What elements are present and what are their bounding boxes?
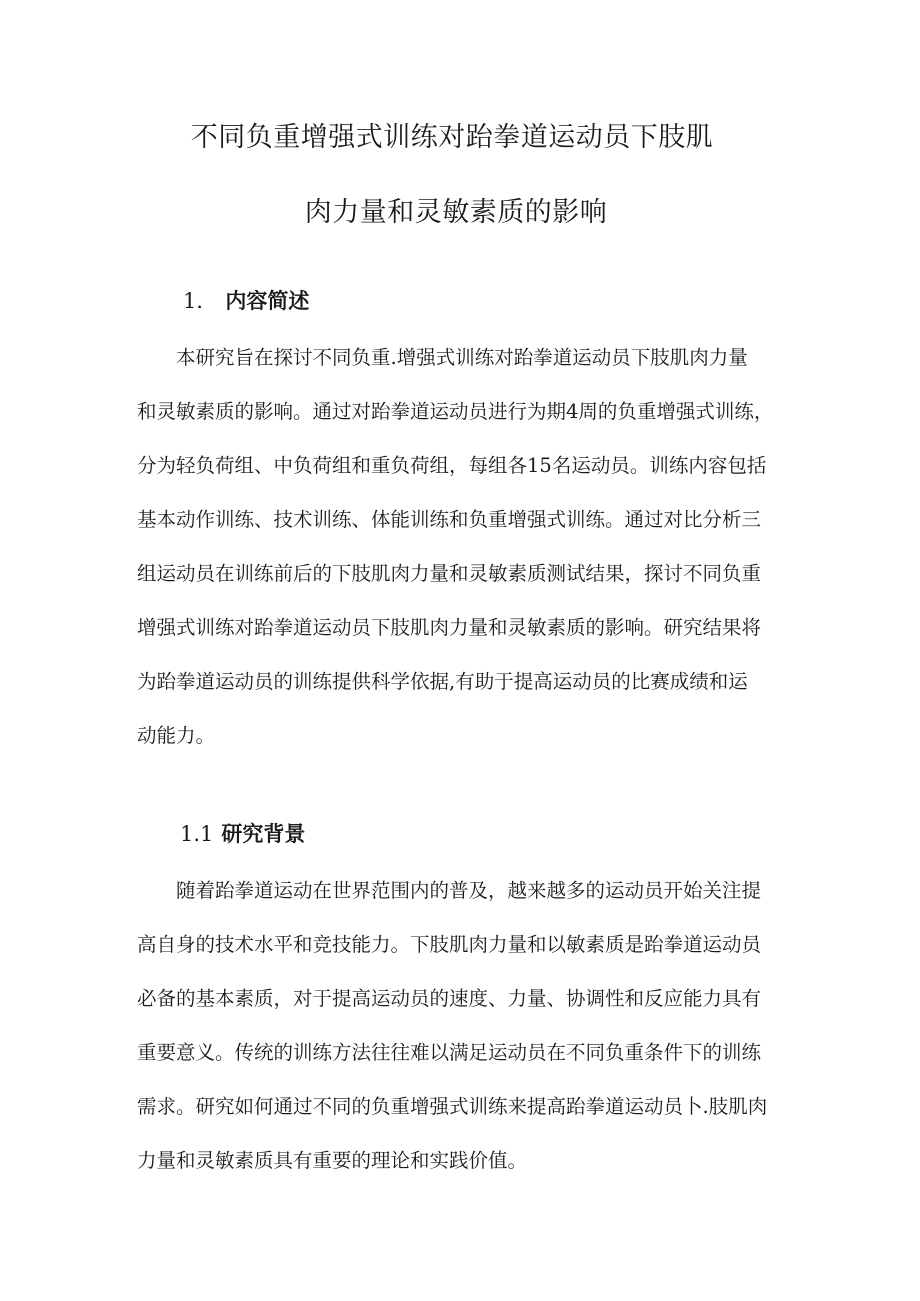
document-title-line-2: 肉力量和灵敏素质的影响 (304, 197, 608, 228)
paragraph-line: 分为轻负荷组、中负荷组和重负荷组，每组各15名运动员。训练内容包括 (137, 454, 767, 477)
section-number: 1． (183, 289, 218, 313)
paragraph-line: 组运动员在训练前后的下肢肌肉力量和灵敏素质测试结果，探讨不同负重 (137, 562, 762, 585)
section-number: 1.1 (180, 822, 214, 846)
paragraph-line: 必备的基本素质，对于提高运动员的速度、力量、协调性和反应能力具有 (137, 987, 762, 1010)
paragraph-line: 高自身的技术水平和竞技能力。下肢肌肉力量和以敏素质是跆拳道运动员 (137, 933, 762, 956)
paragraph-line: 随着跆拳道运动在世界范围内的普及，越来越多的运动员开始关注提 (176, 879, 762, 902)
paragraph-line: 重要意义。传统的训练方法往往难以满足运动员在不同负重条件下的训练 (137, 1041, 762, 1064)
paragraph-line: 需求。研究如何通过不同的负重增强式训练来提高跆拳道运动员卜.肢肌肉 (137, 1095, 768, 1118)
section-title: 内容简述 (225, 289, 310, 313)
paragraph-line: 基本动作训练、技术训练、体能训练和负重增强式训练。通过对比分析三 (137, 508, 762, 531)
paragraph-line: 动能力。 (137, 724, 216, 747)
paragraph-line: 力量和灵敏素质具有重要的理论和实践价值。 (137, 1149, 528, 1172)
paragraph-line: 为跆拳道运动员的训练提供科学依据,有助于提高运动员的比赛成绩和运 (137, 670, 748, 693)
section-1-1-paragraph (137, 864, 789, 1188)
paragraph-line: 本研究旨在探讨不同负重.增强式训练对跆拳道运动员下肢肌肉力量 (176, 346, 748, 369)
section-title: 研究背景 (221, 822, 306, 846)
paragraph-line: 和灵敏素质的影响。通过对跆拳道运动员进行为期4周的负重增强式训练， (137, 400, 774, 423)
section-heading-1-1 (180, 818, 305, 848)
paragraph-line: 增强式训练对跆拳道运动员下肢肌肉力量和灵敏素质的影响。研究结果将 (137, 616, 762, 639)
section-1-paragraph (137, 331, 789, 763)
section-heading-1 (183, 285, 309, 315)
document-title-line-1: 不同负重增强式训练对跆拳道运动员下肢肌 (190, 122, 714, 153)
